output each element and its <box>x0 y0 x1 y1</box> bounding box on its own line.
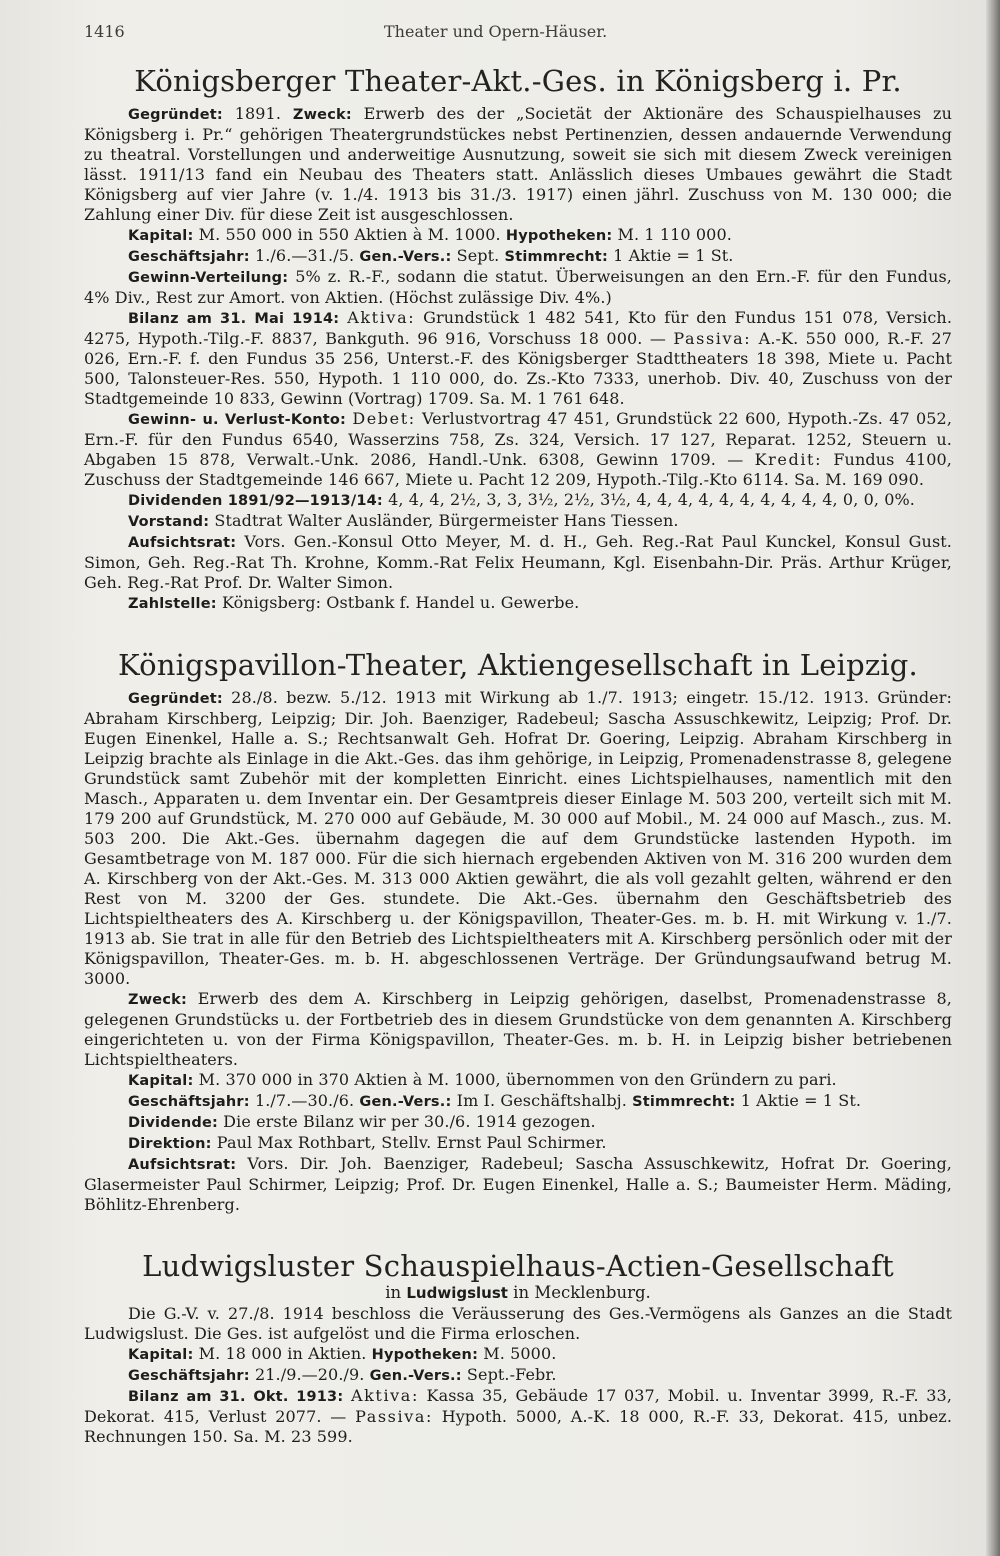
entry-paragraph <box>84 409 952 490</box>
entry-paragraph <box>84 1365 952 1386</box>
field-label: Gewinn- u. Verlust-Konto: <box>128 412 347 428</box>
section-body <box>84 688 952 1215</box>
field-label: Gegründet: <box>128 691 223 707</box>
subtitle-place: Ludwigslust <box>406 1284 508 1302</box>
field-label: Dividenden 1891/92—1913/14: <box>128 493 383 509</box>
entry-text: Paul Max Rothbart, Stellv. Ernst Paul Schirmer. <box>211 1133 607 1152</box>
entry-paragraph <box>84 104 952 225</box>
field-label: Geschäftsjahr: <box>128 1094 250 1110</box>
section-ludwigsluster-schauspielhaus <box>84 1249 952 1447</box>
entry-text <box>343 1386 351 1405</box>
entry-paragraph <box>84 225 952 246</box>
field-label: Hypotheken: <box>505 228 613 244</box>
field-label: Geschäftsjahr: <box>128 1368 250 1384</box>
entry-text: M. 370 000 in 370 Aktien à M. 1000, übernommen von den Gründern zu pari. <box>193 1070 837 1089</box>
field-label: Kapital: <box>128 1347 194 1363</box>
entry-text: Erwerb des dem A. Kirschberg in Leipzig gehörigen, daselbst, Promenadenstrasse 8, gelegenen Grundstücks u. der Fortbetrieb des in diesem Grundstücke von dem genannten A. Kirschberg eingerichteten u. von der Firma Königspavillon, Theater-Ges. m. b. H. in Leipzig bisher betriebenen Lichtspieltheaters. <box>84 989 952 1069</box>
company-title: Ludwigsluster Schauspielhaus-Actien-Gesellschaft <box>142 1249 894 1283</box>
field-label: Direktion: <box>128 1136 212 1152</box>
field-label: Dividende: <box>128 1115 218 1131</box>
entry-text: 4, 4, 4, 2½, 3, 3, 3½, 2½, 3½, 4, 4, 4, 4, 4, 4, 4, 4, 4, 4, 0, 0, 0%. <box>382 490 915 509</box>
section-koenigspavillon-theater <box>84 648 952 1215</box>
account-side-label: Passiva: <box>673 329 752 348</box>
field-label: Aufsichtsrat: <box>128 535 237 551</box>
entry-text: 1./6.—31./5. <box>249 246 360 265</box>
entry-text: 1891. <box>222 104 293 123</box>
field-label: Gen.-Vers.: <box>359 249 452 265</box>
entry-text: M. 18 000 in Aktien. <box>193 1344 372 1363</box>
account-side-label: Aktiva: <box>347 308 416 327</box>
entry-paragraph <box>84 1133 952 1154</box>
entry-text: A.-K. 550 000, R.-F. 27 026, Ern.-F. f. den Fundus 35 256, Unterst.-F. des Königsberger Stadttheaters 18 398, Miete u. Pacht 500, Talonsteuer-Res. 550, Hypoth. 1 110 000, do. Zs.-Kto 7333, unerhob. Div. 40, Zuschuss von der Stadtgemeinde 10 833, Gewinn (Vortrag) 1709. Sa. M. 1 761 648. <box>84 329 952 408</box>
field-label: Zahlstelle: <box>128 596 217 612</box>
field-label: Kapital: <box>128 228 194 244</box>
entry-text: 1./7.—30./6. <box>249 1091 360 1110</box>
entry-paragraph <box>84 1386 952 1447</box>
field-label: Gen.-Vers.: <box>369 1368 462 1384</box>
entry-text: Grundstück 1 482 541, Kto für den Fundus 151 078, Versich. 4275, Hypoth.-Tilg.-F. 8837, Bankguth. 96 916, Vorschuss 18 000. — <box>84 308 953 348</box>
entry-text: M. 5000. <box>478 1344 557 1363</box>
entry-text: Sept.-Febr. <box>461 1365 557 1384</box>
field-label: Kapital: <box>128 1073 194 1089</box>
field-label: Bilanz am 31. Mai 1914: <box>128 311 340 327</box>
entry-text: Im I. Geschäftshalbj. <box>451 1091 633 1110</box>
account-side-label: Debet: <box>352 409 416 428</box>
section-koenigsberger-theater <box>84 64 952 614</box>
running-title: Theater und Opern-Häuser. <box>384 22 608 41</box>
running-header <box>84 22 952 56</box>
subtitle-prefix: in <box>385 1283 407 1302</box>
entry-text: 5% z. R.-F., sodann die statut. Überweisungen an den Ern.-F. für den Fundus, 4% Div., Rest zur Amort. von Aktien. (Höchst zulässige Div. 4%.) <box>84 267 952 307</box>
entry-paragraph <box>84 1070 952 1091</box>
account-side-label: Kredit: <box>754 450 823 469</box>
entry-paragraph <box>84 1112 952 1133</box>
entry-text: Die G.-V. v. 27./8. 1914 beschloss die Veräusserung des Ges.-Vermögens als Ganzes an die Stadt Ludwigslust. Die Ges. ist aufgelöst und die Firma erloschen. <box>84 1304 952 1343</box>
field-label: Aufsichtsrat: <box>128 1157 237 1173</box>
entry-paragraph <box>84 593 952 614</box>
field-label: Bilanz am 31. Okt. 1913: <box>128 1389 344 1405</box>
entry-paragraph <box>84 989 952 1070</box>
entry-paragraph <box>84 688 952 989</box>
entry-paragraph <box>84 308 952 409</box>
entry-text: Stadtrat Walter Ausländer, Bürgermeister Hans Tiessen. <box>209 511 679 530</box>
entry-text: M. 550 000 in 550 Aktien à M. 1000. <box>193 225 506 244</box>
entry-paragraph <box>84 1091 952 1112</box>
entry-text: M. 1 110 000. <box>612 225 732 244</box>
company-title: Königspavillon-Theater, Aktiengesellschaft in Leipzig. <box>118 648 918 682</box>
entry-paragraph <box>84 267 952 308</box>
entry-text: Königsberg: Ostbank f. Handel u. Gewerbe. <box>216 593 580 612</box>
field-label: Gen.-Vers.: <box>359 1094 452 1110</box>
entry-text: Erwerb des der „Societät der Aktionäre des Schauspielhauses zu Königsberg i. Pr.“ gehörigen Theatergrundstückes nebst Pertinenzien, dessen andauernde Verwendung zu theatral. Vorstellungen und anderweitige Ausnutzung, soweit sie sich mit diesem Zweck vereinigen lässt. 1911/13 fand ein Neubau des Theaters statt. Anlässlich dieses Umbaues gewährt die Stadt Königsberg auf vier Jahre (v. 1./4. 1913 bis 31./3. 1917) einen jährl. Zuschuss von M. 130 000; die Zahlung einer Div. für diese Zeit ist ausgeschlossen. <box>84 104 952 224</box>
entry-text: Kassa 35, Gebäude 17 037, Mobil. u. Inventar 3999, R.-F. 33, Dekorat. 415, Verlust 2077. — <box>84 1386 953 1426</box>
entry-text: Hypoth. 5000, A.-K. 18 000, R.-F. 33, Dekorat. 415, unbez. Rechnungen 150. Sa. M. 23 599. <box>84 1407 953 1446</box>
entry-text: Sept. <box>451 246 505 265</box>
entry-paragraph <box>84 532 952 593</box>
entry-text: 28./8. bezw. 5./12. 1913 mit Wirkung ab 1./7. 1913; eingetr. 15./12. 1913. Gründer: Abraham Kirschberg, Leipzig; Dir. Joh. Baenziger, Radebeul; Sascha Assuschkewitz, Leipzig; Prof. Dr. Eugen Einenkel, Halle a. S.; Rechtsanwalt Geh. Hofrat Dr. Goering, Leipzig. Abraham Kirschberg in Leipzig brachte als Einlage in die Akt.-Ges. das ihm gehörige, in Leipzig, Promenadenstrasse 8, gelegene Grundstück samt Zubehör mit der kompletten Einricht. eines Lichtspielhauses, namentlich mit den Masch., Apparaten u. dem Inventar ein. Der Gesamtpreis dieser Einlage M. 503 200, verteilt sich mit M. 179 200 auf Grundstück, M. 270 000 auf Gebäude, M. 30 000 auf Mobil., M. 24 000 auf Masch., zus. M. 503 200. Die Akt.-Ges. übernahm dagegen die auf dem Grundstücke lastenden Hypoth. im Gesamtbetrage von M. 187 000. Für die sich hiernach ergebenden Aktiven von M. 316 200 wurden dem A. Kirschberg von der Akt.-Ges. M. 313 000 Aktien gewährt, die als voll gezahlt gelten, während er den Rest von M. 3200 der Ges. stundete. Die Akt.-Ges. übernahm den Geschäftsbetrieb des Lichtspieltheaters des A. Kirschberg u. der Königspavillon, Theater-Ges. m. b. H. mit Wirkung v. 1./7. 1913 ab. Sie trat in alle für den Betrieb des Lichtspieltheaters mit A. Kirschberg persönlich oder mit der Königspavillon, Theater-Ges. m. b. H. abgeschlossenen Verträge. Der Gründungsaufwand betrug M. 3000. <box>84 688 952 988</box>
entry-paragraph <box>84 1154 952 1215</box>
entry-text: Vors. Gen.-Konsul Otto Meyer, M. d. H., Geh. Reg.-Rat Paul Kunckel, Konsul Gust. Simon, Geh. Reg.-Rat Th. Krohne, Komm.-Rat Felix Heumann, Kgl. Eisenbahn-Dir. Präs. Arthur Krüger, Geh. Reg.-Rat Prof. Dr. Walter Simon. <box>84 532 952 592</box>
account-side-label: Aktiva: <box>350 1386 419 1405</box>
company-subtitle <box>84 1283 952 1302</box>
field-label: Zweck: <box>292 107 352 123</box>
field-label: Gegründet: <box>128 107 223 123</box>
section-body <box>84 104 952 614</box>
subtitle-suffix: in Mecklenburg. <box>507 1283 651 1302</box>
entry-text: Verlustvortrag 47 451, Grundstück 22 600, Hypoth.-Zs. 47 052, Ern.-F. für den Fundus 6540, Wasserzins 758, Zs. 324, Versich. 17 127, Reparat. 1252, Steuern u. Abgaben 15 878, Verwalt.-Unk. 2086, Handl.-Unk. 6308, Gewinn 1709. — <box>84 409 953 469</box>
entry-paragraph <box>84 511 952 532</box>
entry-text: 21./9.—20./9. <box>249 1365 370 1384</box>
field-label: Geschäftsjahr: <box>128 249 250 265</box>
field-label: Stimmrecht: <box>504 249 608 265</box>
field-label: Zweck: <box>128 992 187 1008</box>
entry-text: Fundus 4100, Zuschuss der Stadtgemeinde 146 667, Miete u. Pacht 12 209, Hypoth.-Tilg.-Kto 6114. Sa. M. 169 090. <box>84 450 952 489</box>
page-number: 1416 <box>84 22 125 41</box>
entry-paragraph <box>84 490 952 511</box>
entry-text: Die erste Bilanz wir per 30./6. 1914 gezogen. <box>217 1112 596 1131</box>
field-label: Vorstand: <box>128 514 210 530</box>
field-label: Gewinn-Verteilung: <box>128 270 289 286</box>
field-label: Stimmrecht: <box>632 1094 736 1110</box>
entry-paragraph <box>84 246 952 267</box>
entry-paragraph <box>84 1304 952 1344</box>
field-label: Hypotheken: <box>371 1347 479 1363</box>
entry-text: Vors. Dir. Joh. Baenziger, Radebeul; Sascha Assuschkewitz, Hofrat Dr. Goering, Glasermeister Paul Schirmer, Leipzig; Prof. Dr. Eugen Einenkel, Halle a. S.; Baumeister Herm. Mäding, Böhlitz-Ehrenberg. <box>84 1154 952 1214</box>
entry-text: 1 Aktie = 1 St. <box>735 1091 862 1110</box>
account-side-label: Passiva: <box>355 1407 433 1426</box>
company-title: Königsberger Theater-Akt.-Ges. in Königsberg i. Pr. <box>134 64 902 98</box>
page-edge-shadow <box>986 0 1000 1556</box>
entry-text: 1 Aktie = 1 St. <box>607 246 734 265</box>
section-body <box>84 1304 952 1447</box>
entry-paragraph <box>84 1344 952 1365</box>
